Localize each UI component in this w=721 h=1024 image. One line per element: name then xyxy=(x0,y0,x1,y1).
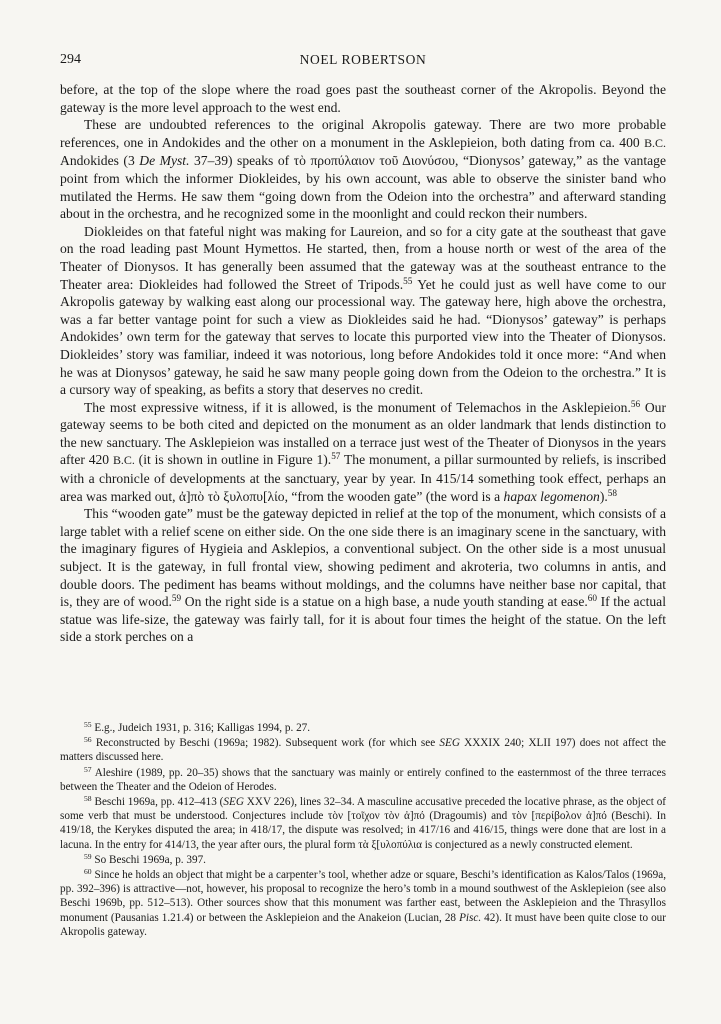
footnote-59: $^{59}$ So Beschi 1969a, p. 397. xyxy=(84,851,206,866)
footnote-ref-60[interactable]: 60 xyxy=(587,593,597,604)
footnotes xyxy=(60,721,666,940)
footnote-57: $^{57}$ Aleshire (1989, pp. 20–35) shows that the sanctuary was mainly or entirely confined to the easternmost of the three terraces between the Theater and the Odeion of Herodes. xyxy=(60,764,666,793)
paragraph-1: before, at the top of the slope where the road goes past the southeast corner of the Akropolis. Beyond the gateway is the more level approach to the west end. xyxy=(60,82,666,115)
main-text xyxy=(60,81,666,646)
footnote-ref-58[interactable]: 58 xyxy=(607,487,617,498)
page-number: 294 xyxy=(60,52,81,67)
paragraph-5: This “wooden gate” must be the gateway depicted in relief at the top of the monument, which consists of a large tablet with a relief scene on either side. On the one side there is an imaginary scene in the sanctuary, with the imaginary figures of Hygieia and Asklepios, a conventional subject. On the other side is a most unusual subject. It is the gateway, in full frontal view, showing pediment and akroteria, two columns in antis, and double doors. The pediment has beams without moldings, and the columns have neither base nor capital, that is, they are of wood.$^{59}$ On the right side is a statue on a high base, a nude youth standing at ease.$^{60}$ If the actual statue was life-size, the gateway was fairly tall, for it is about four times the height of the statue. On the left side a stork perches on a xyxy=(60,506,666,645)
footnote-ref-55[interactable]: 55 xyxy=(403,275,413,286)
footnote-ref-56[interactable]: 56 xyxy=(630,398,641,409)
running-head: NOEL ROBERTSON xyxy=(299,52,427,67)
footnote-56: $^{56}$ Reconstructed by Beschi (1969a; 1982). Subsequent work (for which see SEG XXXIX 240; XLII 197) does not affect the matters discussed here. xyxy=(60,735,667,764)
page-header xyxy=(60,52,666,72)
footnote-55: $^{55}$ E.g., Judeich 1931, p. 316; Kalligas 1994, p. 27. xyxy=(84,719,311,734)
footnote-ref-59[interactable]: 59 xyxy=(171,593,182,604)
footnote-60: $^{60}$ Since he holds an object that might be a carpenter’s tool, whether adze or square, Beschi’s identification as Kalos/Talos (1969a, pp. 392–396) is attractive—not, however, his proposal to recognize the hero’s tomb in a mound southwest of the Asklepieion (see also Beschi 1969b, pp. 512–513). Other sources show that this monument was farther east, between the Asklepieion and the Thrasyllos monument (Pausanias 1.21.4) or between the Asklepieion and the Anakeion (Lucian, 28 Pisc. 42). It must have been quite close to our Akropolis gateway. xyxy=(60,866,666,938)
footnote-58: $^{58}$ Beschi 1969a, pp. 412–413 (SEG XXV 226), lines 32–34. A masculine accusative preceded the locative phrase, as the object of some verb that must be understood. Conjectures include τὸν [τοῖχον τὸν ἀ]πό (Dragoumis) and τὸν [περίβολον ἀ]πό (Beschi). In 419/18, the Kerykes disputed the area; in 418/17, the dispute was resolved; in 417/16 and 416/15, things were done that are lost in a lacuna. In the entry for 414/13, the year after ours, the plural form τὰ ξ[υλοπύλια is conjectured as a newly constructed element. xyxy=(60,793,667,851)
footnote-ref-57[interactable]: 57 xyxy=(331,451,341,462)
paragraph-2: These are undoubted references to the original Akropolis gateway. There are two more probable references, one in Andokides and the other on a monument in the Asklepieion, both dating from ca. 400 B.C. Andokides (3 De Myst. 37–39) speaks of τὸ προπύλαιον τοῦ Διονύσου, “Dionysos’ gateway,” as the vantage point from which the informer Diokleides, by his own account, was able to observe the sinister band who mutilated the Herms. He saw them “going down from the Odeion into the orchestra” and afterward standing about in the orchestra, and he recognized some in the moonlight and could reckon their numbers. xyxy=(60,117,666,222)
paragraph-4: The most expressive witness, if it is allowed, is the monument of Telemachos in the Asklepieion.$^{56}$ Our gateway seems to be both cited and depicted on the monument as an older landmark that lends distinction to the new sanctuary. The Asklepieion was installed on a terrace just west of the Theater of Dionysos in the years after 420 B.C. (it is shown in outline in Figure 1).$^{57}$ The monument, a pillar surmounted by reliefs, is inscribed with a chronicle of developments at the sanctuary, year by year. In 415/14 something took effect, perhaps an area was marked out, ἀ]πὸ τὸ ξυλοπυ[λίο, “from the wooden gate” (the word is a hapax legomenon).$^{58}$ xyxy=(60,398,666,504)
paragraph-3: Diokleides on that fateful night was making for Laureion, and so for a city gate at the southeast that gave on the road leading past Mount Hymettos. He started, then, from a house north or west of the area of the Theater of Dionysos. It has generally been assumed that the gateway was at the southeast entrance to the Theater area: Diokleides had followed the Street of Tripods.$^{55}$ Yet he could just as well have come to our Akropolis gateway by walking east along our processional way. The gateway here, high above the orchestra, was a far better vantage point for such a view as Diokleides said he had. “Dionysos’ gateway” is perhaps Andokides’ own term for the gateway that serves to locate this purported view into the Theater of Dionysos. Diokleides’ story was familiar, indeed it was notorious, long before Andokides told it once more: “And when he was at Dionysos’ gateway, he said he saw many people going down from the Odeion to the orchestra.” It is a cursory way of speaking, as befits a story that deserves no credit. xyxy=(60,223,666,398)
